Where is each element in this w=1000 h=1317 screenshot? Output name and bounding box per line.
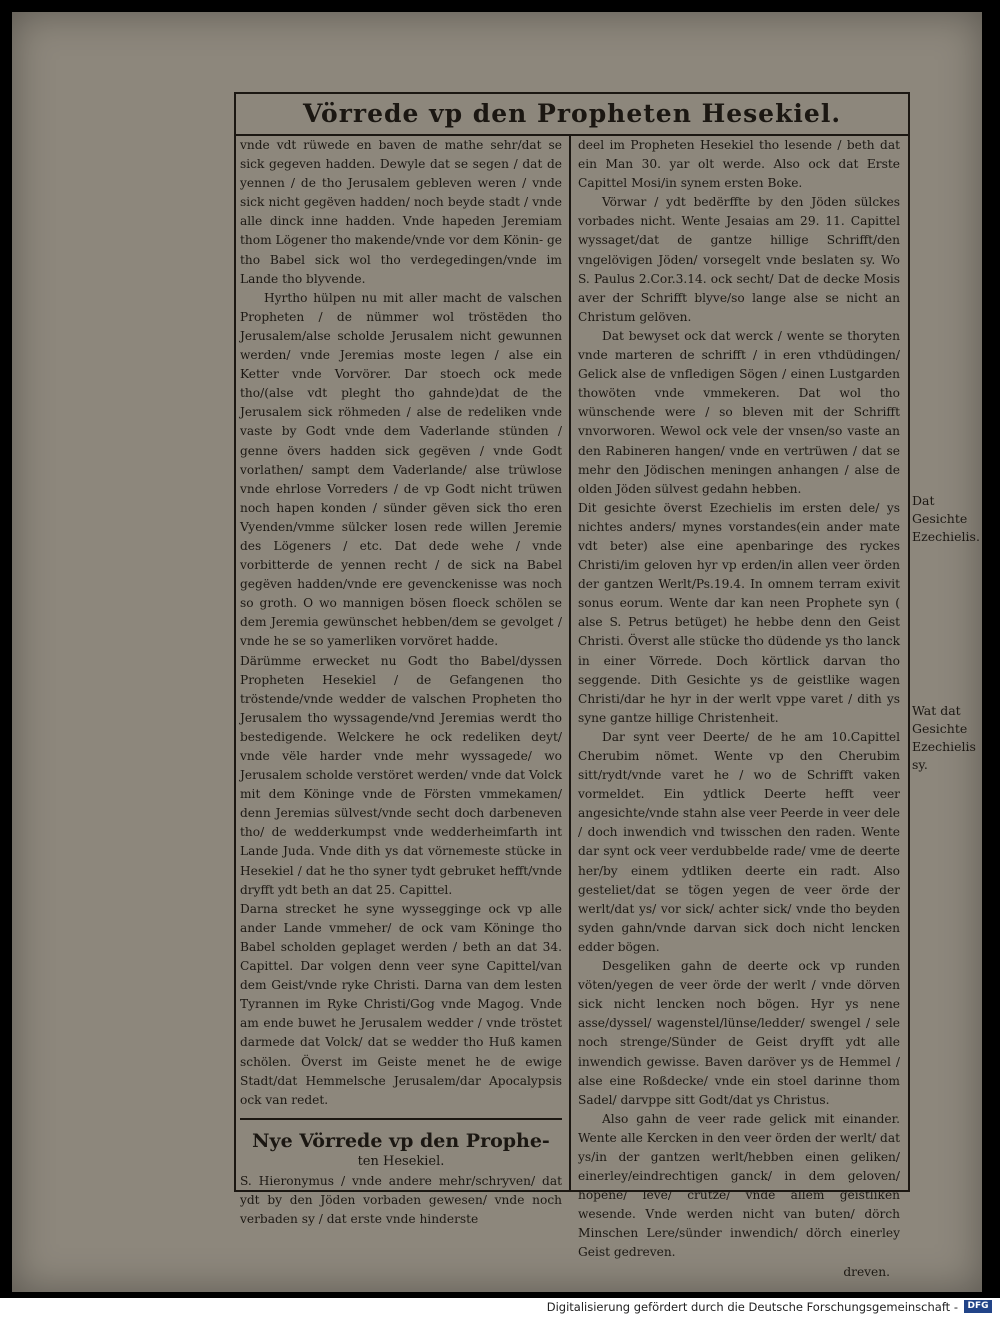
margin-note-2: Wat dat Gesichte Ezechielis sy. xyxy=(912,703,976,772)
printed-area xyxy=(222,92,922,1279)
section-rule xyxy=(240,1118,562,1120)
left-paragraph-2: Hyrtho hülpen nu mit aller macht de valschen Propheten / de nümmer wol tröstëden tho Jerusalem/alse scholde Jerusalem nicht gewunnen werden/ vnde Jeremias moste legen / alse ein Ketter vnde Vorvörer. Dar stoech ock mede tho/(alse vdt pleght tho gahnde)dat de the Jerusalem sick röhmeden / alse de redeliken vnde vaste by Godt vnde dem Vaderlande stünden / genne övers hadden sick gegëven / vnde Godt vorlathen/ sampt dem Vaderlande/ alse trüwlose vnde ehrlose Vorreders / de vp Godt nicht trüwen noch hapen konden / sünder gëven sick tho eren Vyenden/vmme sülcker losen rede willen Jeremie des Lögeners / etc. Dat dede wehe / vnde vorbitterde de yennen recht / de sick na Babel gegëven hadden/vnde ere gevenckenisse was noch so groth. O wo mannigen bösen floeck schölen se dem Jeremia gewünschet hebben/dem se gevolget / vnde he se so yamerliken vorvöret hadde. xyxy=(240,290,562,649)
right-paragraph-3: Dat bewyset ock dat werck / wente se thoryten vnde marteren de schrifft / in eren vthdüdingen/ Gelick alse de vnfledigen Sögen / einen Lustgarden thowöten vnde vmmekeren. Dat wol tho wünschende were / so bleven mit der Schrifft vnvorworen. Wewol ock vele der vnsen/so vaste an den Rabineren hangen/ vnde en vertrüwen / dat se mehr den Jödischen meningen anhangen / alse de olden Jöden sülvest gedahn hebben. xyxy=(578,328,900,496)
catchword: dreven. xyxy=(843,1264,890,1279)
right-paragraph-6: Desgeliken gahn de deerte ock vp runden vöten/yegen de veer örde der werlt / vnde dörven sick nicht lencken noch bögen. Hyr ys nene asse/dyssel/ wagenstel/lünse/ledder/ swengel / sele noch strenge/Sünder de Geist dryfft ydt alle inwendich gewisse. Baven daröver ys de Hemmel / alse eine Roßdecke/ vnde ein stoel darinne thom Sadel/ darvppe sitt Godt/dat ys Christus. xyxy=(578,959,900,1107)
right-column xyxy=(578,136,900,1282)
scanned-page xyxy=(12,12,982,1292)
funding-credit: Digitalisierung gefördert durch die Deutsche Forschungsgemeinschaft - xyxy=(546,1300,958,1314)
right-paragraph-1: deel im Propheten Hesekiel tho lesende / beth dat ein Man 30. yar olt werde. Also ock dat Erste Capittel Mosi/in synem ersten Boke. xyxy=(578,138,900,191)
dfg-logo-icon: DFG xyxy=(964,1300,992,1313)
section-heading-continued: ten Hesekiel. xyxy=(357,1153,445,1169)
right-paragraph-7: Also gahn de veer rade gelick mit einander. Wente alle Kercken in den veer örden der werlt/ dat ys/in der gantzen werlt/hebben einen geliken/ einerley/eindrechtigen ganck/ in dem geloven/ höpene/ leve/ crütze/ vnde allem geistliken wesende. Vnde werden nicht van buten/ dörch Minschen Lere/sünder inwendich/ dörch einerley Geist gedreven. xyxy=(578,1111,900,1260)
column-divider xyxy=(569,136,571,1192)
left-paragraph-1: vnde vdt rüwede en baven de mathe sehr/dat se sick gegeven hadden. Dewyle dat se segen / dat de yennen / de tho Jerusalem gebleven weren / vnde sick nicht gegëven hadden/ noch beyde stadt / vnde alle dinck inne hadden. Vnde hapeden Jeremiam thom Lögener tho makende/vnde vor dem Könin- ge tho Babel sick wol tho verdegedingen/vnde im Lande tho blyvende. xyxy=(240,138,562,286)
left-column xyxy=(240,136,562,1229)
left-paragraph-5: S. Hieronymus / vnde andere mehr/schryven/ dat ydt by den Jöden vorbaden gewesen/ vnde noch verbaden sy / dat erste vnde hinderste xyxy=(240,1173,562,1226)
right-paragraph-4: Dit gesichte överst Ezechielis im ersten dele/ ys nichtes anders/ mynes vorstandes(ein ander mate vdt beter) alse eine apenbaringe des ryckes Christi/im geloven hyr vp erden/in allen veer örden der gantzen Werlt/Ps.19.4. In omnem terram exivit sonus eorum. Wente dar kan neen Prophete syn ( alse S. Petrus betüget) he hebbe denn den Geist Christi. Överst alle stücke tho düdende ys tho lanck in einer Vörrede. Doch körtlick darvan tho seggende. Dith Gesichte ys de geistlike wagen Christi/dar he hyr in der werlt vppe varet / dith ys syne gantze hillige Christenheit. xyxy=(578,500,900,725)
margin-note-1: Dat Gesichte Ezechielis. xyxy=(912,493,980,544)
left-paragraph-3: Därümme erwecket nu Godt tho Babel/dyssen Propheten Hesekiel / de Gefangenen tho tröstende/vnde wedder de valschen Propheten tho Jerusalem tho wyssagende/vnd Jeremias werdt tho bestedigende. Welckere he ock redeliken deyt/ vnde vële harder vnde mehr wyssagede/ wo Jerusalem scholde verstöret werden/ vnde dat Volck mit dem Köninge vnde de Försten vmmekamen/ denn Jeremias sülvest/vnde secht doch darbeneven tho/ de wedderkumpst vnde wedderheimfarth int Lande Juda. Vnde dith ys dat vörnemeste stücke in Hesekiel / dat he tho syner tydt gebruket hefft/vnde dryfft ydt beth an dat 25. Capittel. xyxy=(240,653,563,897)
running-header: Vörrede vp den Propheten Hesekiel. xyxy=(236,94,908,136)
right-paragraph-2: Vörwar / ydt bedërffte by den Jöden sülckes vorbades nicht. Wente Jesaias am 29. 11. Capittel wyssaget/dat de gantze hillige Schrifft/den vngelövigen Jöden/ vorsegelt vnde beslaten sy. Wo S. Paulus 2.Cor.3.14. ock secht/ Dat de decke Mosis aver der Schrifft blyve/so lange alse se nicht an Christum gelöven. xyxy=(578,195,900,324)
left-paragraph-4: Darna strecket he syne wyssegginge ock vp alle ander Lande vmmeher/ de ock vam Köninge tho Babel scholden geplaget werden / beth an dat 34. Capittel. Dar volgen denn veer syne Capittel/van dem Geist/vnde ryke Christi. Darna van dem lesten Tyrannen im Ryke Christi/Gog vnde Magog. Vnde am ende buwet he Jerusalem wedder / vnde tröstet darmede dat Volck/ dat se wedder tho Huß kamen schölen. Överst im Geiste menet he de ewige Stadt/dat Hemmelsche Jerusalem/dar Apocalypsis ock van redet. xyxy=(240,901,562,1107)
right-paragraph-5: Dar synt veer Deerte/ de he am 10.Capittel Cherubim nömet. Wente vp den Cherubim sitt/rydt/vnde varet he / wo de Schrifft vaken vormeldet. Ein ydtlick Deerte hefft veer angesichte/vnde stahn alse veer Peerde in veer dele / doch inwendich vnd twisschen den raden. Wente dar synt ock veer verdubbelde rade/ vme de deerte her/by einem ydtliken deerte ein radt. Also gesteliet/dat se tögen yegen de veer örde der werlt/dat ys/ vor sick/ achter sick/ vnde tho beyden syden gahn/vnde darvan sick doch nicht lencken edder bögen. xyxy=(578,729,900,954)
section-heading: Nye Vörrede vp den Prophe- xyxy=(252,1129,550,1152)
